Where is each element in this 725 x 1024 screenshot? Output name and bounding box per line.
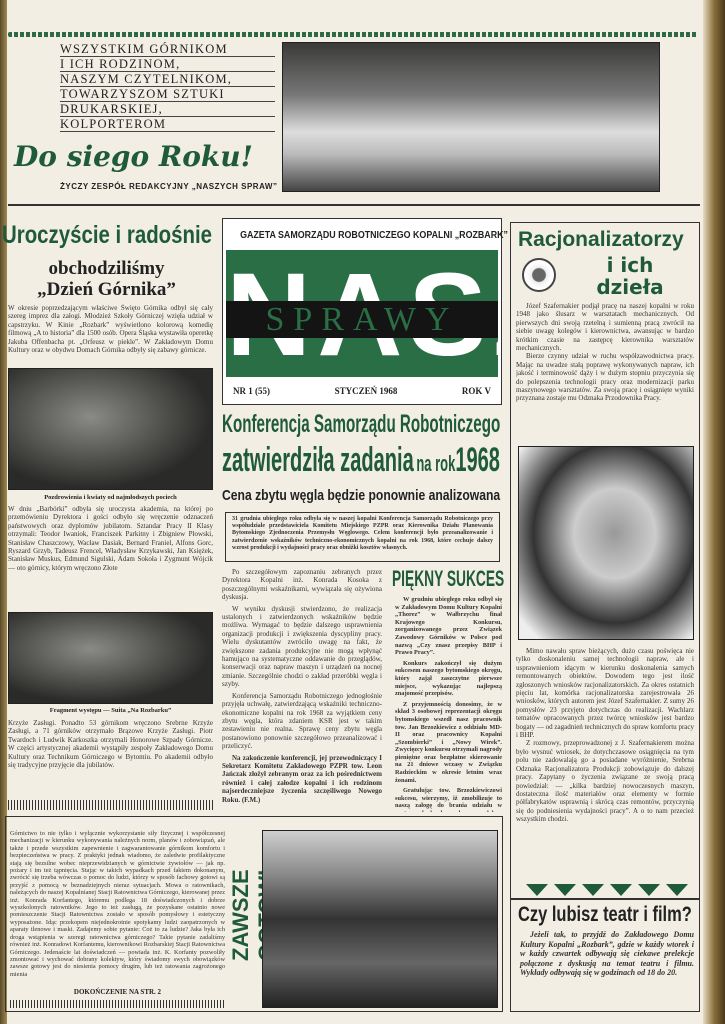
rescuers-photo xyxy=(262,830,498,1008)
left-awards-text: Krzyże Zasługi. Ponadto 53 górnikom wręczono Srebrne Krzyże Zasługi, a 71 górników otrzymało Brązowe Krzyże Zasługi. Piotr Twardoch i Ludwik Karkoszka otrzymali Honorowe Szpady Górnicze. W części artystycznej akademii wystąpiły zespoły Zakładowego Domu Kultury oraz Technikum Górniczego w Bytomiu. Po akademii odbyło się tradycyjne przyjęcie dla jubilatów. xyxy=(8,719,213,770)
left-akademia-text: W dniu „Barbórki” odbyła się uroczysta akademia, na której po przemówieniu Dyrektora i gości odbyło się wręczenie odznaczeń państwowych oraz dyplomów jubilatom. Sztandar Pracy II Klasy otrzymali: Teodor Iwaniok, Franciszek Parkitny i Zbigniew Płowski, Stanisław Chaszczowy, Wacław Dasiak, Bernard Franiel, Alfons Gorc, Ryszard Grzyb, Tadeusz Frencel, Władysław Krzykawski, Jan Księżek, Stanisław Muskus, Edmund Sigulski, Adam Sokoła i Zygmunt Wójcik — oto górnicy, którym wręczono Złote xyxy=(8,505,213,572)
masthead-subtitle-row xyxy=(223,219,508,249)
racjonalizatorzy-title: Racjonalizatorzy xyxy=(518,228,684,251)
paragraph: Józef Szafernakier podjął pracę na naszej kopalni w roku 1948 jako ślusarz w warsztatach mechanicznych. Od pierwszych dni swoją rzetelną i sumienną pracą zwrócił na siebie uwagę kolegów i kierownictwa, awansując w bardzo krótkim czasie na zastępcę kierownika warsztatów mechanicznych. xyxy=(516,302,694,353)
triangle-icon xyxy=(582,884,604,896)
paragraph: Bierze czynny udział w ruchu współzawodnictwa pracy. Mając na uwadze stałą poprawę wykonywanych napraw, ich jakość i terminowość dąży i w dużym stopniu przyczynia się do polepszenia technologii pracy oraz modernizacji parku maszynowego warsztatów. Za swoją pracę i osiągnięte wyniki przyznana zostaje mu Odznaka Przodownika Pracy. xyxy=(516,352,694,403)
rationalizer-emblem-icon xyxy=(522,258,556,292)
center-subheadline: Cena zbytu węgla będzie ponownie analizowana xyxy=(222,487,501,504)
headline-part: na rok xyxy=(416,451,456,476)
paragraph: Konkurs zakończył się dużym sukcesem naszego bytomskiego okręgu, który zajął zaszczytne pierwsze miejsce, wykazując najlepszą znajomość przepisów. xyxy=(395,659,502,698)
triangle-icon xyxy=(638,884,660,896)
title-line: i ich xyxy=(606,253,654,277)
left-intro-text: W okresie poprzedzającym właściwe Święto Górnika odbył się cały szereg imprez dla załogi. Młodzież Szkoły Górniczej wzięła udział w capstrzyku. W Kinie „Rozbark” wyświetlono kolorową komedię filmową „A to historia” dla 1500 osób. Opera Śląska wystawiła operetkę Jakuba Offenbacha pt. „Orfeusz w piekle”. W Zakładowym Domu Kultury oraz w obydwu Domach Górnika odbyły się zabawy górnicze. xyxy=(8,304,213,355)
title-line: dzieła xyxy=(596,275,664,299)
greeting-line: NASZYM CZYTELNIKOM, xyxy=(60,72,275,87)
triangle-ornaments xyxy=(522,884,692,898)
subheadline-line: obchodziliśmy xyxy=(48,258,165,279)
headline-part: 1968 xyxy=(455,441,500,479)
decorative-strip xyxy=(8,800,213,810)
issue-year: ROK V xyxy=(461,386,491,396)
left-headline: Uroczyście i radośnie xyxy=(2,221,213,249)
greeting-line: TOWARZYSZOM SZTUKI xyxy=(60,87,275,102)
center-headline-1: Konferencja Samorządu Robotniczego xyxy=(222,410,501,438)
left-subheadline xyxy=(0,258,213,300)
paragraph: Z przyjemnością donosimy, że w skład 3 osobowej reprezentacji okręgu bytomskiego wszedł nasz pracownik tow. Jan Brzozkiewicz z oddziału MD-II oraz pracownicy Kopalni „Szombierki” i „Nowy Wirek”. Zwycięzcy konkursu otrzymali nagrody pieniężne oraz bezpłatne skierowanie na 21 dniowe wczasy w Związku Radzieckim w okresie letnim wraz żonami. xyxy=(395,700,502,784)
teatr-title: Czy lubisz teatr i film? xyxy=(518,903,692,926)
zawsze-gotowi-text: Górnictwo to nie tylko i wyłącznie wykorzystanie siły fizycznej i współczesnej mechanizacji w kierunku wykonywania należnych norm, planów i zobowiązań, ale także i przede wszystkim zapewnienie i zagwarantowanie górnikom komfortu i bezpieczeństwa w pracy. Z praktyki jednak wiadomo, że zaledwie profilaktyczne stają się bezsilne wobec nieprzewidzianych w górnictwie żywiołów — jak np. pożary i im też tąpnięcia. Stając w takich wypadkach przed faktem dokonanym, zwrócić się trzeba wówczas o pomoc do ludzi, którzy w sposób fachowy gotowi są przyjść z pomocą w beznadziejnych nieraz sytuacjach. Mowa o ratownikach, należących do naszej Kopalnianej Stacji Ratownictwa Górniczego, kierowanej przez inż. Konrada Korfantego, któremu podlega 18 doświadczonych i dobrze wyszkolonych ratowników. Jego to też zasługą, że pozyskane ostatnio nowe pomieszczenie Stacji Ratownictwa zostało w sposób pomysłowy i estetyczny wyposażone. Idąc przekopem niejednokrotnie spotykamy ludzi zaopatrzonych w aparaty tlenowe i maski. Zadajemy sobie pytanie: Coż to za ludzie? Jaka była ich droga wstąpienia w szeregi ratownictwa górniczego? Takie pytanie zadaliśmy również inż. Konradowi Korfantemu, kierownikowi Rozbarskiej Stacji Ratownictwa Górniczego. Jedenaście lat doświadczeń — powiada inż. K. Korfanty pozwoliły zmontować i wychować dobrany kolektyw, który świadomy swych obowiązków zawsze gotowy jest do niesienia pomocy drugim, lub też ratowania zagrożonego mienia xyxy=(10,830,225,978)
paragraph: Po szczegółowym zapoznaniu zebranych przez Dyrektora Kopalni inż. Konrada Kosoka z poszczególnymi wskaźnikami, wywiązała się ożywiona dyskusja. xyxy=(222,568,382,602)
issue-info xyxy=(223,379,501,403)
greeting-line: I ICH RODZINOM, xyxy=(60,57,275,72)
racjonalizatorzy-subtitle xyxy=(570,254,690,298)
masthead xyxy=(222,218,508,405)
paragraph: Konferencja Samorządu Robotniczego jednogłośnie przyjęła uchwałę, zatwierdzającą wskaźniki techniczno-ekonomiczne kopalni na rok 1968 za wyjątkiem ceny zbytu węgla, która zdaniem KSR jest w takim zestawieniu nie realna. Sprawę ceny zbytu węgla postanowiono ponownie szczegółowo przeanalizować i przeliczyć. xyxy=(222,691,382,751)
paragraph: Gratulując tow. Brzozkiewiczowi sukcesu, wierzymy, iż zmobilizuje to naszą załogę do brania udziału w xyxy=(395,787,502,810)
issue-number: NR 1 (55) xyxy=(233,386,270,396)
teatr-text: Jeżeli tak, to przyjdź do Zakładowego Domu Kultury Kopalni „Rozbark”, gdzie w każdy wtorek i w każdy czwartek odbywają się ciekawe prelekcje połączone z dyskusją na temat teatru i filmu. Wykłady odbywają się w godzinach od 18 do 20. xyxy=(520,930,694,978)
performance-photo xyxy=(8,612,213,704)
racjonalizatorzy-text-2 xyxy=(516,647,694,879)
triangle-icon xyxy=(526,884,548,896)
new-year-title: Do siego Roku! xyxy=(14,140,253,173)
masthead-logo xyxy=(226,250,498,377)
paragraph: W grudniu ubiegłego roku odbył się w Zakładowym Domu Kultury Kopalni „Thorez” w Wałbrzychu finał Krajowego Konkursu, zorganizowanego przez Związek Zawodowy Górników w Polsce pod nazwą „Czy znasz przepisy BHP i Prawo Pracy”. xyxy=(395,596,502,657)
masthead-subtitle: GAZETA SAMORZĄDU ROBOTNICZEGO KOPALNI „ROZBARK” xyxy=(240,230,508,241)
continued-note: DOKOŃCZENIE NA STR. 2 xyxy=(73,988,162,996)
paragraph: W wyniku dyskusji stwierdzono, że realizacja ustalonych i zatwierdzonych wskaźników będzie możliwa. Wymagać to będzie dalszego usprawnienia organizacji produkcji i zwiększenia dyscypliny pracy. Wielu dyskutantów zwróciło uwagę na fakt, że zwiększone zadania produkcyjne nie mogą wpłynąć hamująco na systematyczne oddawanie do przeglądów, konserwacji oraz napraw maszyn i urządzeń na nocnej zmianie. Szczególnie chodzi o zakład przeróbki węgla i szyby. xyxy=(222,604,382,689)
headline-part: zatwierdziła zadania xyxy=(222,441,414,479)
paragraph: Z rozmowy, przeprowadzonej z J. Szafernakierem można było wysnuć wniosek, że dotychczasowe osiągnięcia na tym polu nie zadowalają go a posiadane wyróżnienie, Srebrna Odznaka Racjonalizatora Produkcji zobowiązuje do dalszej pracy. Zapytany o życzenia związane ze swoją pracą powiedział: — „kilka bardziej nowoczesnych maszyn, dostateczna ilość materiałów oraz elementy w formie półfabrykatów usprawnią i skrócą czas remontów, przyczynią się do podniesienia wydajności pracy”. A o to nam przecież wszystkim chodzi. xyxy=(516,739,694,824)
children-flowers-photo xyxy=(8,368,213,490)
greeting-signature: ŻYCZY ZESPÓŁ REDAKCYJNY „NASZYCH SPRAW” xyxy=(60,182,278,191)
paragraph: Mimo nawału spraw bieżących, dużo czasu poświęca nie tylko doskonaleniu samej technologii napraw, ale i usprawnieniom idącym w kierunku doskonalenia samych remontowanych obiektów. Dowodem tego jest ilość zgłoszonych wniosków racjonalizatorskich. Za okres ostatnich pięciu lat, komórka racjonalizatorska zarejestrowała 26 wniosków, których autorem jest Józef Szafernakier. Z sumy 26 pomysłów 23 przyjęto dotychczas do realizacji. Wachlarz tematów opracowanych przez twórcę wniosków jest bardzo bogaty — od zagadnień technicznych do spraw komfortu pracy i BHP. xyxy=(516,647,694,740)
center-lead-box: 31 grudnia ubiegłego roku odbyła się w naszej kopalni Konferencja Samorządu Robotniczego przy współudziale przedstawiciela Komitetu Miejskiego PZPR oraz Kierownika Działu Planowania Bytomskiego Zjednoczenia Przemysłu Węglowego. Celem konferencji było przeanalizowanie i zatwierdzenie wskaźników techniczno-ekonomicznych kopalni na rok 1968, które cechuje dalszy wzrost produkcji i wydajności pracy oraz obniżki kosztów własnych. xyxy=(225,512,500,562)
greeting-line: KOLPORTEROM xyxy=(60,117,275,132)
decorative-border xyxy=(8,32,698,37)
center-body xyxy=(222,568,382,808)
divider xyxy=(8,204,700,206)
greeting-lines xyxy=(60,42,275,132)
photo-caption: Pozdrowienia i kwiaty od najmłodszych pociech xyxy=(44,494,177,501)
triangle-icon xyxy=(554,884,576,896)
photo-caption: Fragment występu — Suita „Na Rozbarku” xyxy=(49,707,172,714)
center-headline-2 xyxy=(222,440,500,487)
triangle-icon xyxy=(666,884,688,896)
masthead-sprawy: SPRAWY xyxy=(226,301,498,338)
zawsze-gotowi-title: ZAWSZE xyxy=(228,869,253,961)
paragraph-closing: Na zakończenie konferencji, jej przewodniczący I Sekretarz Komitetu Zakładowego PZPR tow. Leon Jańczak złożył zebranym oraz za ich pośrednictwem również i całej załodze kopalni i ich rodzinom najserdeczniejsze życzenia szczęśliwego Nowego Roku. (F.M.) xyxy=(222,753,382,804)
sukces-title: PIĘKNY SUKCES xyxy=(392,566,505,591)
decorative-strip xyxy=(10,1000,225,1008)
issue-date: STYCZEŃ 1968 xyxy=(334,386,398,396)
portrait-photo xyxy=(518,446,694,640)
triangle-icon xyxy=(610,884,632,896)
greeting-line: DRUKARSKIEJ, xyxy=(60,102,275,117)
sukces-body xyxy=(395,596,502,812)
subheadline-line: „Dzień Górnika” xyxy=(37,279,176,300)
page-binding-right xyxy=(703,0,725,1024)
winter-landscape-photo xyxy=(282,42,660,192)
racjonalizatorzy-text-1 xyxy=(516,302,694,442)
greeting-line: WSZYSTKIM GÓRNIKOM xyxy=(60,42,275,57)
divider xyxy=(511,898,699,900)
